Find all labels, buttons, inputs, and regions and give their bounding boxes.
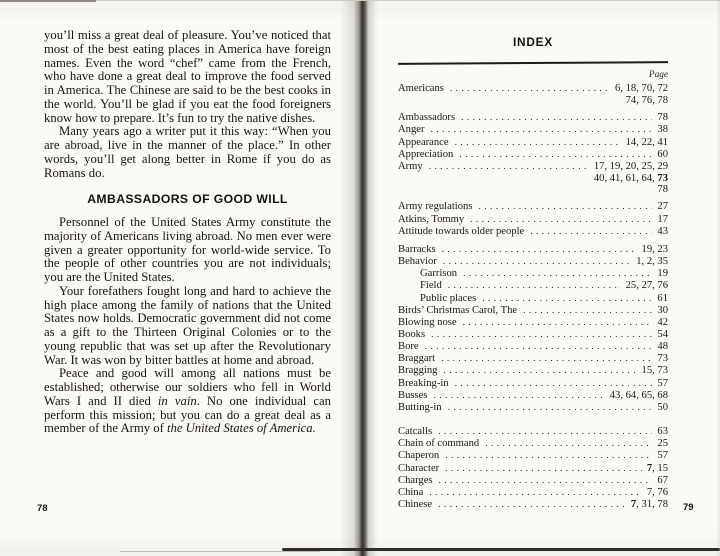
section-heading: AMBASSADORS OF GOOD WILL <box>87 192 288 207</box>
index-entry-label: Chain of command <box>398 438 480 450</box>
index-entry <box>398 95 668 106</box>
index-entry-pages: 54 <box>657 328 668 340</box>
index-entry-label: Blowing nose <box>398 316 457 328</box>
index-entry <box>398 438 668 450</box>
index-entry-pages: 57 <box>657 450 668 462</box>
index-entry-pages: 17, 19, 20, 25, 29 <box>593 160 668 172</box>
index-entry-label: Behavior <box>398 256 437 268</box>
dot-leader <box>450 84 610 95</box>
index-entry <box>398 201 668 213</box>
paragraph <box>44 29 331 125</box>
index-entry <box>398 450 668 462</box>
index-entry <box>398 149 668 161</box>
index-group <box>398 426 668 511</box>
index-entry <box>398 293 668 305</box>
index-entry <box>398 137 668 149</box>
index-entry <box>398 184 668 195</box>
dot-leader <box>430 125 652 136</box>
dot-leader <box>455 138 621 149</box>
index-entry-label: Breaking-in <box>398 377 449 389</box>
dot-leader <box>439 476 653 487</box>
dot-leader <box>438 427 652 438</box>
index-entry-pages: 1, 2, 35 <box>636 256 668 268</box>
dot-leader <box>459 150 652 161</box>
index-entry-pages: 6, 18, 70, 72 <box>615 83 668 94</box>
dot-leader <box>433 391 604 402</box>
index-entry-label: Army regulations <box>398 201 473 213</box>
text-segment: Your forefathers fought long and hard to achieve the high place among the family of nations that the United States now holds. Democratic government did not come as a gift to the Thirteen Original Colonies or to the young republic that was set up after the Revolutionary War. It was won by bitter battles at home and abroad. <box>44 283 331 367</box>
index-rule <box>398 61 668 65</box>
index-entry-label: Appreciation <box>398 148 454 160</box>
index-entry <box>398 317 668 329</box>
dot-leader <box>463 318 653 329</box>
text-segment: in vain <box>157 393 197 408</box>
index-entry <box>398 214 668 226</box>
index-entry <box>398 353 668 365</box>
paragraph <box>44 367 331 436</box>
index-entry <box>398 390 668 402</box>
index-entry-pages: 30 <box>657 304 668 316</box>
dot-leader <box>461 113 652 124</box>
index-list <box>398 83 668 511</box>
index-entry-label: Appearance <box>398 136 449 148</box>
dot-leader <box>445 464 642 475</box>
text-segment: Personnel of the United States Army constitute the majority of Americans living abroad. No men ever were given a greater opportunity for world-wide service. To the people of other countries you are not individuals; you are the United States. <box>44 215 331 284</box>
text-segment: . No one individual can perform this mission; but you can do a great deal as a member of the Army of <box>44 393 331 436</box>
page-column-label: Page <box>648 70 668 80</box>
index-entry <box>398 161 668 173</box>
index-entry-label: Birds’ Christmas Carol, The <box>398 304 518 316</box>
index-entry-pages: 67 <box>657 474 668 486</box>
index-entry <box>398 402 668 414</box>
dot-leader <box>448 281 621 292</box>
index-entry-label: Anger <box>398 124 425 136</box>
index-entry-label: Ambassadors <box>398 112 456 124</box>
paragraph <box>44 285 331 368</box>
index-entry-pages: 40, 41, 61, 64, 73 <box>593 173 668 185</box>
index-entry <box>398 124 668 136</box>
index-entry-label: Barracks <box>398 243 436 255</box>
index-entry-label: Americans <box>398 83 444 94</box>
dot-leader <box>448 403 653 414</box>
index-entry-label: Chinese <box>398 499 433 510</box>
index-entry-label: Bragging <box>398 365 438 377</box>
index-entry-pages: 43, 64, 65, 68 <box>609 389 668 401</box>
index-entry <box>398 268 668 280</box>
scan-edge-bottom <box>282 548 720 551</box>
index-entry <box>398 487 668 499</box>
index-entry-pages: 19, 23 <box>641 243 668 255</box>
index-entry-pages: 7, 76 <box>646 486 668 498</box>
index-entry-label: Bore <box>398 341 419 353</box>
index-entry-pages: 27 <box>657 201 668 213</box>
index-entry <box>398 83 668 95</box>
index-entry-pages: 73 <box>657 353 668 365</box>
index-entry-label: Field <box>420 280 442 292</box>
page-gutter-shadow <box>340 0 386 556</box>
index-entry-label: Charges <box>398 474 433 486</box>
dot-leader <box>523 306 652 317</box>
dot-leader <box>530 227 652 238</box>
index-entry <box>398 329 668 341</box>
index-title: INDEX <box>512 35 554 49</box>
paragraphs-after-heading <box>44 216 331 436</box>
index-entry-pages: 43 <box>657 225 668 237</box>
index-entry <box>398 365 668 377</box>
index-group <box>398 201 668 237</box>
index-page-column <box>398 35 668 511</box>
index-entry-label: Atkins, Tommy <box>398 213 465 225</box>
scan-edge-top-dark <box>0 0 96 2</box>
index-entry-pages: 48 <box>657 341 668 353</box>
index-entry-pages: 63 <box>657 426 668 438</box>
index-entry-label: Braggart <box>398 353 436 365</box>
left-page-text-column <box>44 29 331 436</box>
dot-leader <box>429 162 589 173</box>
paragraph <box>44 216 331 285</box>
index-entry-pages: 78 <box>657 184 668 196</box>
index-entry-label: China <box>398 486 424 498</box>
index-entry-pages: 78 <box>657 112 668 124</box>
index-entry <box>398 226 668 238</box>
scan-edge-bottom-faint <box>120 551 320 552</box>
index-entry-label: Character <box>398 462 440 474</box>
index-entry-pages: 25 <box>657 438 668 450</box>
index-entry-label: Busses <box>398 389 428 401</box>
index-entry-pages: 17 <box>657 213 668 225</box>
index-group <box>398 112 668 195</box>
index-entry <box>398 426 668 438</box>
index-entry-label: Chaperon <box>398 450 440 462</box>
index-entry-pages: 74, 76, 78 <box>625 95 668 107</box>
dot-leader <box>442 245 637 256</box>
scan-edge-top <box>0 0 720 1</box>
index-entry-pages: 25, 27, 76 <box>625 280 668 292</box>
dot-leader <box>455 379 653 390</box>
text-segment: the United States of America. <box>166 421 316 436</box>
text-segment: Many years ago a writer put it this way: “When you are abroad, live in the manner of the place.” In other words, you’ll get along better in Rome if you do as Romans do. <box>44 124 331 180</box>
index-entry-label: Garrison <box>420 268 458 280</box>
index-entry <box>398 173 668 184</box>
paragraph <box>44 125 331 180</box>
dot-leader <box>438 500 626 511</box>
index-entry <box>398 475 668 487</box>
index-entry-pages: 19 <box>657 268 668 280</box>
page-number-left: 78 <box>37 503 48 514</box>
index-entry-pages: 42 <box>657 316 668 328</box>
index-entry-label: Army <box>398 160 423 172</box>
index-entry-pages: 61 <box>657 292 668 304</box>
dot-leader <box>443 366 636 377</box>
index-entry-pages: 60 <box>657 148 668 160</box>
index-entry <box>398 378 668 390</box>
dot-leader <box>478 202 652 213</box>
index-entry <box>398 256 668 268</box>
dot-leader <box>470 215 652 226</box>
index-entry <box>398 499 668 511</box>
index-entry-label: Catcalls <box>398 426 433 438</box>
index-entry-pages: 15, 73 <box>641 365 668 377</box>
index-entry-label: Public places <box>420 292 477 304</box>
scan-edge-right <box>716 0 720 556</box>
paragraphs-before-heading <box>44 29 331 180</box>
text-segment: you’ll miss a great deal of pleasure. You’ve noticed that most of the best eating places in America have foreign names. Even the word “chef” came from the French, who have done a great deal to improve the food served in America. The Chinese are said to be the best cooks in the world. You’ll be glad if you eat the food foreigners know how to prepare. It’s fun to try the native dishes. <box>44 28 331 125</box>
index-group <box>398 244 668 414</box>
index-entry <box>398 341 668 353</box>
dot-leader <box>443 257 631 268</box>
dot-leader <box>445 451 652 462</box>
index-entry-pages: 57 <box>657 377 668 389</box>
index-entry <box>398 463 668 475</box>
index-entry <box>398 305 668 317</box>
index-entry-pages: 7, 15 <box>646 462 668 474</box>
index-entry-pages: 50 <box>657 401 668 413</box>
index-entry <box>398 244 668 256</box>
index-group <box>398 83 668 106</box>
index-entry-label: Books <box>398 328 426 340</box>
text-segment: Peace and good will among all nations must be established; otherwise our soldiers who fell in World Wars I and II died <box>44 366 331 408</box>
dot-leader <box>425 342 653 353</box>
index-entry-pages: 14, 22, 41 <box>625 136 668 148</box>
index-entry-label: Butting-in <box>398 401 442 413</box>
index-entry <box>398 280 668 292</box>
page-number-right: 79 <box>683 502 694 513</box>
dot-leader <box>429 488 642 499</box>
index-entry <box>398 112 668 124</box>
index-entry-pages: 38 <box>657 124 668 136</box>
index-entry-pages: 7, 31, 78 <box>630 499 668 510</box>
dot-leader <box>463 269 652 280</box>
dot-leader <box>482 294 652 305</box>
index-entry-label: Attitude towards older people <box>398 225 525 237</box>
dot-leader <box>485 439 652 450</box>
dot-leader <box>431 330 652 341</box>
dot-leader <box>441 354 652 365</box>
